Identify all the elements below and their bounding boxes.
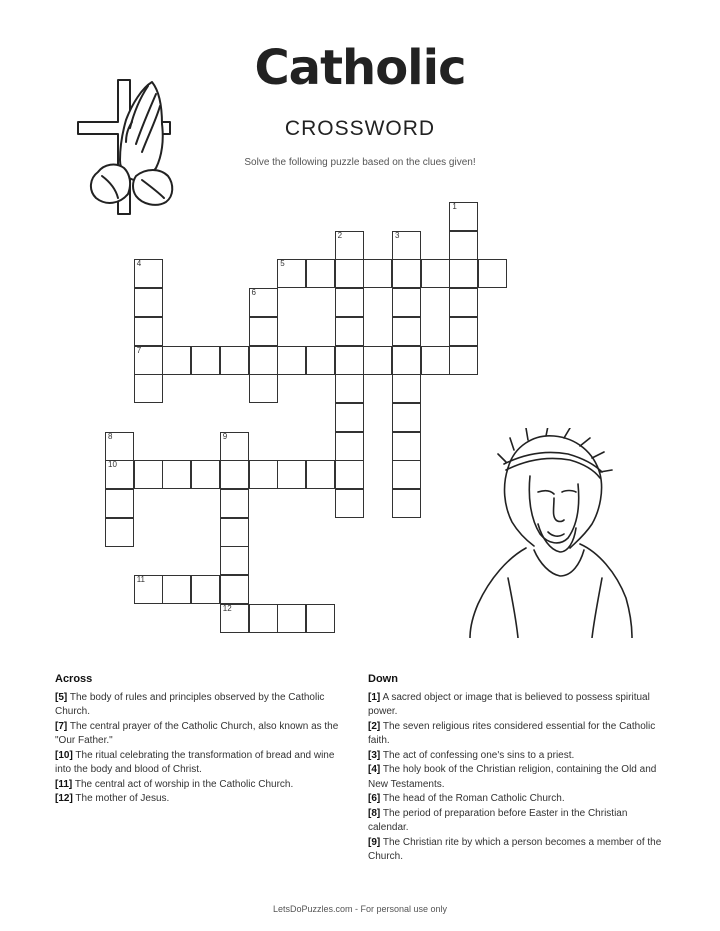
clue-item-number: [10]: [55, 749, 73, 761]
grid-cell[interactable]: [335, 489, 364, 518]
clue-item-text: The central act of worship in the Catholic Church.: [72, 778, 294, 790]
grid-cell[interactable]: [421, 259, 450, 288]
grid-cell[interactable]: [105, 518, 134, 547]
clue-item-text: The seven religious rites considered essential for the Catholic faith.: [368, 720, 656, 746]
grid-cell[interactable]: [191, 460, 220, 489]
grid-cell[interactable]: [220, 432, 249, 461]
across-heading: Across: [55, 673, 93, 685]
grid-cell[interactable]: [277, 346, 306, 375]
grid-cell[interactable]: [191, 575, 220, 604]
clue-number: 10: [108, 460, 117, 470]
grid-cell[interactable]: [105, 432, 134, 461]
grid-cell[interactable]: [335, 460, 364, 489]
grid-cell[interactable]: [191, 346, 220, 375]
grid-cell[interactable]: [449, 288, 478, 317]
grid-cell[interactable]: [220, 604, 249, 633]
grid-cell[interactable]: [363, 346, 392, 375]
grid-cell[interactable]: [335, 346, 364, 375]
clue-item: [368, 691, 668, 720]
clue-item: [55, 749, 345, 778]
clue-number: 12: [222, 603, 232, 613]
clue-item-number: [6]: [368, 793, 381, 804]
clue-number: 8: [108, 431, 113, 441]
clue-item-text: The Christian rite by which a person becomes a member of the Church.: [368, 836, 662, 862]
grid-cell[interactable]: [105, 460, 134, 489]
clue-item-number: [7]: [55, 720, 68, 732]
grid-cell[interactable]: [335, 432, 364, 461]
clue-item-number: [5]: [55, 691, 68, 703]
clue-item-text: The ritual celebrating the transformation of bread and wine into the body and blood of Christ.: [55, 749, 335, 775]
down-clues: [368, 672, 668, 865]
grid-cell[interactable]: [162, 575, 191, 604]
grid-cell[interactable]: [277, 259, 306, 288]
grid-cell[interactable]: [335, 374, 364, 403]
grid-cell[interactable]: [249, 374, 278, 403]
across-clue-list: [55, 691, 345, 807]
clue-item-number: [4]: [368, 764, 381, 775]
clue-item: [368, 763, 668, 792]
clue-item: [368, 749, 668, 764]
clue-item-number: [8]: [368, 807, 381, 819]
grid-cell[interactable]: [392, 346, 421, 375]
grid-cell[interactable]: [162, 346, 191, 375]
grid-cell[interactable]: [421, 346, 450, 375]
clue-item: [368, 836, 668, 865]
grid-cell[interactable]: [449, 259, 478, 288]
grid-cell[interactable]: [306, 460, 335, 489]
page-title: Catholic: [254, 40, 466, 96]
grid-cell[interactable]: [392, 374, 421, 403]
grid-cell[interactable]: [363, 259, 392, 288]
clue-item-text: The head of the Roman Catholic Church.: [380, 793, 565, 804]
grid-cell[interactable]: [392, 317, 421, 346]
grid-cell[interactable]: [249, 317, 278, 346]
grid-cell[interactable]: [134, 259, 163, 288]
grid-cell[interactable]: [249, 460, 278, 489]
grid-cell[interactable]: [449, 317, 478, 346]
grid-cell[interactable]: [134, 288, 163, 317]
grid-cell[interactable]: [249, 346, 278, 375]
down-heading: Down: [368, 673, 398, 685]
grid-cell[interactable]: [335, 317, 364, 346]
grid-cell[interactable]: [220, 546, 249, 575]
clue-item-text: The body of rules and principles observed by the Catholic Church.: [55, 691, 325, 717]
clue-item-number: [2]: [368, 720, 381, 732]
grid-cell[interactable]: [335, 288, 364, 317]
jesus-crown-of-thorns-icon: [468, 428, 633, 638]
grid-cell[interactable]: [335, 403, 364, 432]
clue-number: 4: [136, 259, 142, 269]
page-subtitle: CROSSWORD: [284, 117, 436, 140]
grid-cell[interactable]: [105, 489, 134, 518]
footer-credit: LetsDoPuzzles.com - For personal use only: [272, 904, 448, 914]
grid-cell[interactable]: [306, 346, 335, 375]
grid-cell[interactable]: [134, 346, 163, 375]
clue-item-text: A sacred object or image that is believed to possess spiritual power.: [368, 691, 650, 717]
grid-cell[interactable]: [392, 489, 421, 518]
grid-cell[interactable]: [478, 259, 507, 288]
grid-cell[interactable]: [306, 604, 335, 633]
grid-cell[interactable]: [249, 288, 278, 317]
clue-item: [368, 720, 668, 749]
puzzle-instructions: Solve the following puzzle based on the clues given!: [244, 157, 476, 168]
clue-item-text: The central prayer of the Catholic Church, also known as the "Our Father.": [55, 720, 339, 746]
grid-cell[interactable]: [220, 346, 249, 375]
clue-item: [55, 778, 345, 793]
grid-cell[interactable]: [306, 259, 335, 288]
clue-number: 9: [222, 431, 228, 441]
clue-item-number: [12]: [55, 793, 73, 804]
grid-cell[interactable]: [449, 231, 478, 260]
grid-cell[interactable]: [335, 259, 364, 288]
grid-cell[interactable]: [335, 231, 364, 260]
grid-cell[interactable]: [277, 604, 306, 633]
clue-number: 11: [136, 575, 145, 585]
clue-item: [55, 792, 345, 807]
clue-number: 3: [395, 230, 400, 240]
across-clues: [55, 672, 345, 807]
clue-item: [55, 691, 345, 720]
clue-number: 7: [136, 345, 142, 355]
grid-cell[interactable]: [249, 604, 278, 633]
grid-cell[interactable]: [220, 575, 249, 604]
grid-cell[interactable]: [449, 346, 478, 375]
clue-item: [55, 720, 345, 749]
grid-cell[interactable]: [134, 317, 163, 346]
clue-item-number: [9]: [368, 836, 381, 848]
grid-cell[interactable]: [220, 460, 249, 489]
clue-item-number: [3]: [368, 749, 381, 761]
grid-cell[interactable]: [449, 202, 478, 231]
clue-number: 2: [337, 230, 343, 240]
grid-cell[interactable]: [220, 489, 249, 518]
clue-number: 6: [251, 288, 256, 298]
clue-item-text: The mother of Jesus.: [72, 793, 170, 804]
clue-item-number: [11]: [55, 778, 73, 790]
clue-item: [368, 792, 668, 807]
clue-item: [368, 807, 668, 836]
clue-item-text: The act of confessing one's sins to a priest.: [380, 749, 575, 761]
clue-item-text: The period of preparation before Easter in the Christian calendar.: [368, 807, 628, 833]
grid-cell[interactable]: [392, 231, 421, 260]
grid-cell[interactable]: [134, 575, 163, 604]
grid-cell[interactable]: [162, 460, 191, 489]
down-clue-list: [368, 691, 668, 865]
grid-cell[interactable]: [392, 460, 421, 489]
grid-cell[interactable]: [134, 460, 163, 489]
grid-cell[interactable]: [277, 460, 306, 489]
clue-item-text: The holy book of the Christian religion, containing the Old and New Testaments.: [368, 764, 657, 790]
grid-cell[interactable]: [392, 288, 421, 317]
clue-number: 5: [280, 259, 285, 269]
clue-number: 1: [452, 202, 457, 211]
grid-cell[interactable]: [220, 518, 249, 547]
grid-cell[interactable]: [134, 374, 163, 403]
grid-cell[interactable]: [392, 259, 421, 288]
grid-cell[interactable]: [392, 432, 421, 461]
clue-item-number: [1]: [368, 691, 381, 703]
grid-cell[interactable]: [392, 403, 421, 432]
